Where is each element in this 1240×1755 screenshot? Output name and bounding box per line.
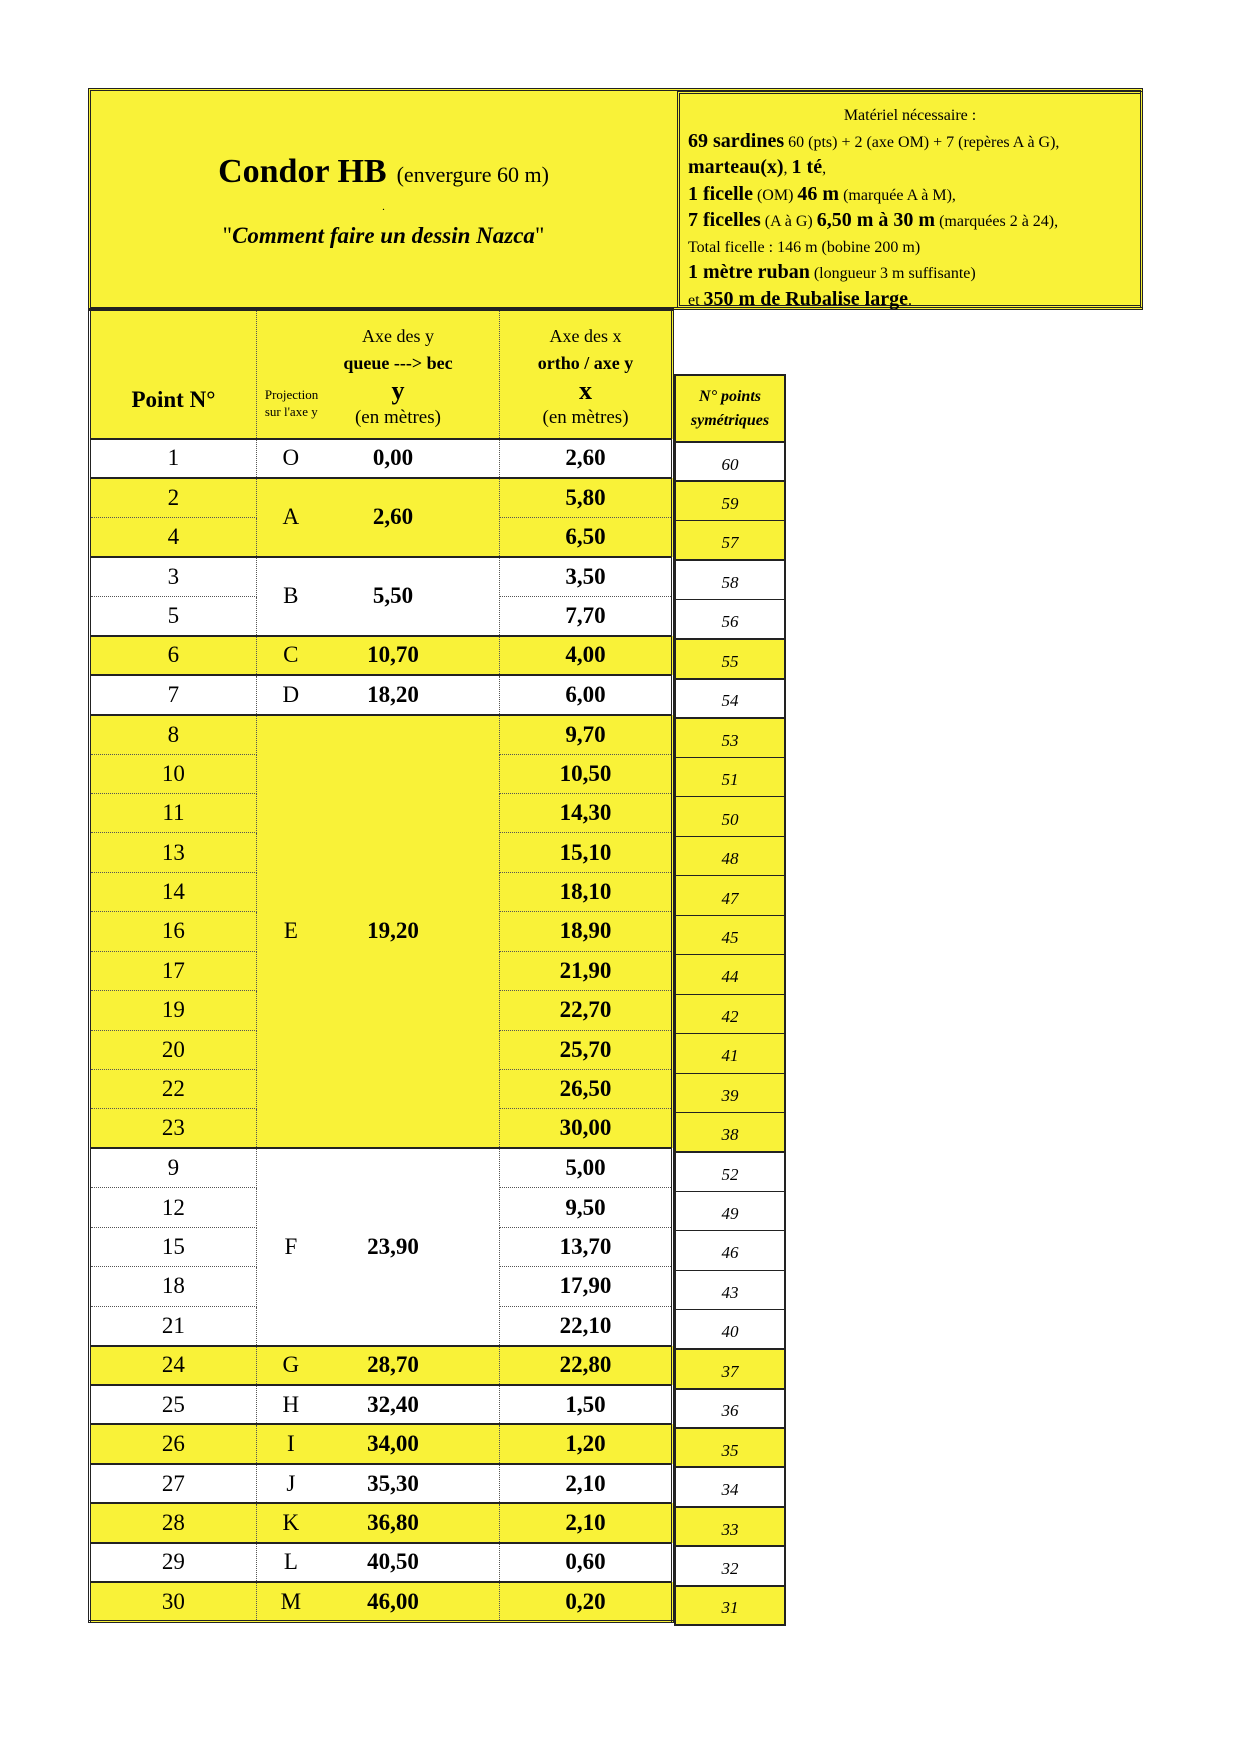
coordinates-table — [88, 308, 674, 1623]
sym-row — [675, 600, 785, 639]
x-value-cell: 21,90 — [500, 951, 673, 990]
sym-row — [675, 679, 785, 718]
x-value-cell: 22,10 — [500, 1306, 673, 1345]
y-value: 36,80 — [367, 1510, 419, 1536]
sym-header — [675, 375, 785, 442]
quote-open: " — [222, 223, 233, 248]
materials-line — [688, 182, 1140, 209]
header-y-axis — [256, 310, 499, 439]
sym-row — [675, 521, 785, 560]
materials-line — [688, 155, 1140, 182]
sym-row — [675, 718, 785, 757]
projection-letter: B — [283, 583, 299, 609]
materials-item-text: . — [907, 291, 912, 309]
point-number-cell: 28 — [90, 1503, 257, 1542]
table-row — [90, 557, 673, 596]
x-value-cell: 15,10 — [500, 833, 673, 872]
table-row — [90, 1424, 673, 1463]
header-y-unit: (en mètres) — [354, 407, 441, 428]
point-number-cell: 4 — [90, 517, 257, 556]
materials-item-text: (longueur 3 m suffisante) — [809, 265, 976, 282]
sym-row — [675, 758, 785, 797]
table-row — [90, 715, 673, 754]
table-row — [90, 636, 673, 675]
x-value-cell: 0,60 — [500, 1543, 673, 1582]
materials-line — [688, 129, 1140, 156]
point-number-cell: 18 — [90, 1267, 257, 1306]
point-number-cell: 19 — [90, 991, 257, 1030]
y-value: 2,60 — [372, 504, 414, 530]
header-point — [90, 310, 257, 439]
materials-item-bold: 6,50 m à 30 m — [816, 209, 936, 231]
projection-letter: E — [283, 918, 298, 944]
projection-letter: L — [283, 1549, 298, 1575]
header-y-direction: queue ---> bec — [343, 353, 453, 373]
projection-cell — [256, 1148, 499, 1345]
sym-row — [675, 1231, 785, 1270]
x-value-cell: 9,70 — [500, 715, 673, 754]
materials-box — [677, 91, 1143, 308]
point-number-cell: 10 — [90, 754, 257, 793]
point-number-cell: 30 — [90, 1582, 257, 1621]
materials-item-text: Total ficelle : 146 m (bobine 200 m) — [688, 238, 921, 256]
y-value: 19,20 — [367, 918, 419, 944]
document-header — [88, 88, 1143, 310]
sym-row — [675, 1034, 785, 1073]
x-value-cell: 22,80 — [500, 1346, 673, 1385]
title-dot: . — [382, 201, 385, 213]
point-number-cell: 23 — [90, 1109, 257, 1148]
table-row — [90, 1582, 673, 1621]
sym-point-cell: 45 — [675, 915, 785, 954]
projection-letter: M — [280, 1588, 302, 1614]
sym-point-cell: 52 — [675, 1152, 785, 1191]
materials-list — [688, 129, 1140, 314]
header-x-symbol: x — [579, 376, 593, 405]
point-number-cell: 15 — [90, 1227, 257, 1266]
projection-cell — [256, 1582, 499, 1621]
materials-item-text: (marquées 2 à 24), — [935, 213, 1059, 230]
point-number-cell: 11 — [90, 793, 257, 832]
sym-point-cell: 58 — [675, 560, 785, 599]
table-row — [90, 1464, 673, 1503]
sym-point-cell: 41 — [675, 1034, 785, 1073]
x-value-cell: 7,70 — [500, 596, 673, 635]
y-value: 18,20 — [367, 681, 419, 707]
projection-letter: F — [284, 1233, 298, 1259]
table-row — [90, 1503, 673, 1542]
title-quote — [91, 223, 676, 249]
materials-item-text: , — [783, 160, 792, 177]
y-value: 32,40 — [367, 1391, 419, 1417]
sym-point-cell: 40 — [675, 1310, 785, 1349]
point-number-cell: 5 — [90, 596, 257, 635]
sym-row — [675, 1310, 785, 1349]
sym-point-cell: 42 — [675, 994, 785, 1033]
sym-row — [675, 1152, 785, 1191]
x-value-cell: 6,00 — [500, 675, 673, 714]
x-value-cell: 13,70 — [500, 1227, 673, 1266]
y-value: 46,00 — [367, 1588, 419, 1614]
x-value-cell: 22,70 — [500, 991, 673, 1030]
sym-row — [675, 955, 785, 994]
sym-row — [675, 994, 785, 1033]
x-value-cell: 0,20 — [500, 1582, 673, 1621]
x-value-cell: 14,30 — [500, 793, 673, 832]
sym-point-cell: 60 — [675, 442, 785, 481]
projection-letter: H — [282, 1391, 300, 1417]
sym-row — [675, 481, 785, 520]
sym-point-cell: 36 — [675, 1389, 785, 1428]
header-x-direction: ortho / axe y — [537, 353, 634, 373]
projection-cell — [256, 1424, 499, 1463]
sym-row — [675, 1586, 785, 1625]
point-number-cell: 12 — [90, 1188, 257, 1227]
y-value: 34,00 — [367, 1431, 419, 1457]
materials-title: Matériel nécessaire : — [843, 107, 977, 124]
point-number-cell: 22 — [90, 1070, 257, 1109]
x-value-cell: 18,90 — [500, 912, 673, 951]
point-number-cell: 29 — [90, 1543, 257, 1582]
sym-row — [675, 836, 785, 875]
header-projection-line2: sur l'axe y — [264, 404, 318, 419]
x-value-cell: 30,00 — [500, 1109, 673, 1148]
point-number-cell: 6 — [90, 636, 257, 675]
sym-row — [675, 915, 785, 954]
projection-cell — [256, 675, 499, 714]
sym-row — [675, 1507, 785, 1546]
projection-letter: D — [282, 681, 300, 707]
materials-item-bold: 1 té — [791, 156, 823, 178]
x-value-cell: 2,60 — [500, 439, 673, 478]
point-number-cell: 17 — [90, 951, 257, 990]
x-value-cell: 9,50 — [500, 1188, 673, 1227]
x-value-cell: 6,50 — [500, 517, 673, 556]
sym-point-cell: 44 — [675, 955, 785, 994]
materials-item-bold: 350 m de Rubalise large — [703, 287, 908, 310]
projection-cell — [256, 439, 499, 478]
materials-line — [688, 260, 1140, 287]
x-value-cell: 1,20 — [500, 1424, 673, 1463]
point-number-cell: 16 — [90, 912, 257, 951]
table-row — [90, 675, 673, 714]
sym-point-cell: 31 — [675, 1586, 785, 1625]
projection-cell — [256, 1503, 499, 1542]
materials-item-text: (marquée A à M), — [839, 186, 956, 204]
x-value-cell: 10,50 — [500, 754, 673, 793]
header-y-symbol: y — [391, 376, 405, 405]
x-value-cell: 5,80 — [500, 478, 673, 517]
x-value-cell: 2,10 — [500, 1503, 673, 1542]
projection-cell — [256, 636, 499, 675]
point-number-cell: 9 — [90, 1148, 257, 1187]
point-number-cell: 3 — [90, 557, 257, 596]
x-value-cell: 25,70 — [500, 1030, 673, 1069]
materials-item-text: (A à G) — [760, 213, 817, 230]
table-row — [90, 1148, 673, 1187]
sym-point-cell: 43 — [675, 1270, 785, 1309]
title-block — [91, 91, 676, 307]
sym-point-cell: 56 — [675, 600, 785, 639]
materials-item-text: , — [822, 160, 827, 177]
materials-line — [688, 287, 1140, 314]
y-value: 40,50 — [367, 1549, 419, 1575]
projection-letter: O — [282, 445, 300, 471]
sym-row — [675, 442, 785, 481]
y-value: 35,30 — [367, 1470, 419, 1496]
table-row — [90, 1385, 673, 1424]
sym-point-cell: 39 — [675, 1073, 785, 1112]
sym-row — [675, 1428, 785, 1467]
sym-point-cell: 46 — [675, 1231, 785, 1270]
y-value: 0,00 — [372, 445, 414, 471]
projection-letter: J — [286, 1470, 296, 1496]
y-value: 28,70 — [367, 1352, 419, 1378]
x-value-cell: 3,50 — [500, 557, 673, 596]
x-value-cell: 2,10 — [500, 1464, 673, 1503]
quote-close: " — [534, 223, 545, 248]
x-value-cell: 1,50 — [500, 1385, 673, 1424]
materials-item-text: 60 (pts) + 2 (axe OM) + 7 (repères A à G), — [784, 133, 1060, 151]
sym-header-line2: symétriques — [690, 411, 770, 429]
y-value: 23,90 — [367, 1233, 419, 1259]
materials-item-bold: 7 ficelles — [688, 209, 761, 231]
projection-letter: C — [283, 642, 299, 668]
materials-line — [688, 208, 1140, 235]
y-value: 5,50 — [372, 583, 414, 609]
sym-header-row — [675, 375, 785, 442]
materials-item-bold: marteau(x) — [688, 156, 784, 178]
point-number-cell: 2 — [90, 478, 257, 517]
point-number-cell: 27 — [90, 1464, 257, 1503]
table-row — [90, 1543, 673, 1582]
point-number-cell: 14 — [90, 872, 257, 911]
sym-row — [675, 1112, 785, 1151]
materials-item-bold: 1 ficelle — [688, 182, 753, 205]
sym-row — [675, 639, 785, 678]
materials-item-text: et — [688, 291, 704, 309]
symmetric-points-table — [674, 374, 786, 1626]
projection-letter: G — [282, 1352, 300, 1378]
header-x-axis — [500, 310, 673, 439]
point-number-cell: 13 — [90, 833, 257, 872]
point-number-cell: 7 — [90, 675, 257, 714]
sym-point-cell: 49 — [675, 1191, 785, 1230]
sym-header-line1: N° points — [699, 387, 761, 405]
x-value-cell: 4,00 — [500, 636, 673, 675]
x-value-cell: 26,50 — [500, 1070, 673, 1109]
point-number-cell: 8 — [90, 715, 257, 754]
point-number-cell: 20 — [90, 1030, 257, 1069]
table-row — [90, 439, 673, 478]
symmetric-points-body — [675, 442, 785, 1625]
table-row — [90, 1346, 673, 1385]
header-projection-line1: Projection — [264, 387, 319, 402]
projection-cell — [256, 715, 499, 1149]
sym-point-cell: 54 — [675, 679, 785, 718]
sym-row — [675, 1467, 785, 1506]
point-number-cell: 25 — [90, 1385, 257, 1424]
sym-row — [675, 797, 785, 836]
x-value-cell: 5,00 — [500, 1148, 673, 1187]
sym-row — [675, 1546, 785, 1585]
sym-row — [675, 1349, 785, 1388]
sym-point-cell: 48 — [675, 836, 785, 875]
quote-text: Comment faire un dessin Nazca — [232, 223, 535, 248]
table-header-row — [90, 310, 673, 439]
title-subtitle: (envergure 60 m) — [396, 162, 549, 187]
sym-point-cell: 34 — [675, 1467, 785, 1506]
projection-cell — [256, 1543, 499, 1582]
sym-point-cell: 47 — [675, 876, 785, 915]
sym-row — [675, 1389, 785, 1428]
header-y-axis-label: Axe des y — [361, 326, 434, 346]
sym-row — [675, 560, 785, 599]
main-title — [91, 153, 676, 191]
materials-item-text: (OM) — [752, 186, 798, 204]
sym-point-cell: 35 — [675, 1428, 785, 1467]
x-value-cell: 18,10 — [500, 872, 673, 911]
projection-cell — [256, 478, 499, 557]
sym-point-cell: 33 — [675, 1507, 785, 1546]
projection-cell — [256, 1385, 499, 1424]
projection-cell — [256, 1346, 499, 1385]
sym-point-cell: 50 — [675, 797, 785, 836]
projection-letter: I — [287, 1431, 295, 1457]
table-row — [90, 478, 673, 517]
materials-line — [688, 235, 1140, 261]
x-value-cell: 17,90 — [500, 1267, 673, 1306]
projection-letter: A — [282, 504, 300, 530]
sym-point-cell: 57 — [675, 521, 785, 560]
materials-item-bold: 1 mètre ruban — [688, 261, 810, 283]
projection-cell — [256, 557, 499, 636]
y-value: 10,70 — [367, 642, 419, 668]
sym-row — [675, 1191, 785, 1230]
coordinates-body — [90, 439, 673, 1622]
header-x-axis-label: Axe des x — [549, 326, 622, 346]
title-text: Condor HB — [218, 153, 387, 190]
sym-point-cell: 59 — [675, 481, 785, 520]
materials-item-bold: 46 m — [797, 182, 840, 205]
header-point-label: Point N° — [131, 387, 216, 413]
sym-point-cell: 51 — [675, 758, 785, 797]
sym-row — [675, 1270, 785, 1309]
sym-point-cell: 55 — [675, 639, 785, 678]
materials-item-bold: 69 sardines — [688, 129, 785, 152]
point-number-cell: 1 — [90, 439, 257, 478]
sym-point-cell: 38 — [675, 1112, 785, 1151]
header-x-unit: (en mètres) — [542, 407, 629, 428]
sym-row — [675, 1073, 785, 1112]
sym-point-cell: 37 — [675, 1349, 785, 1388]
point-number-cell: 24 — [90, 1346, 257, 1385]
projection-letter: K — [282, 1510, 300, 1536]
sym-point-cell: 32 — [675, 1546, 785, 1585]
point-number-cell: 21 — [90, 1306, 257, 1345]
sym-point-cell: 53 — [675, 718, 785, 757]
sym-row — [675, 876, 785, 915]
projection-cell — [256, 1464, 499, 1503]
point-number-cell: 26 — [90, 1424, 257, 1463]
